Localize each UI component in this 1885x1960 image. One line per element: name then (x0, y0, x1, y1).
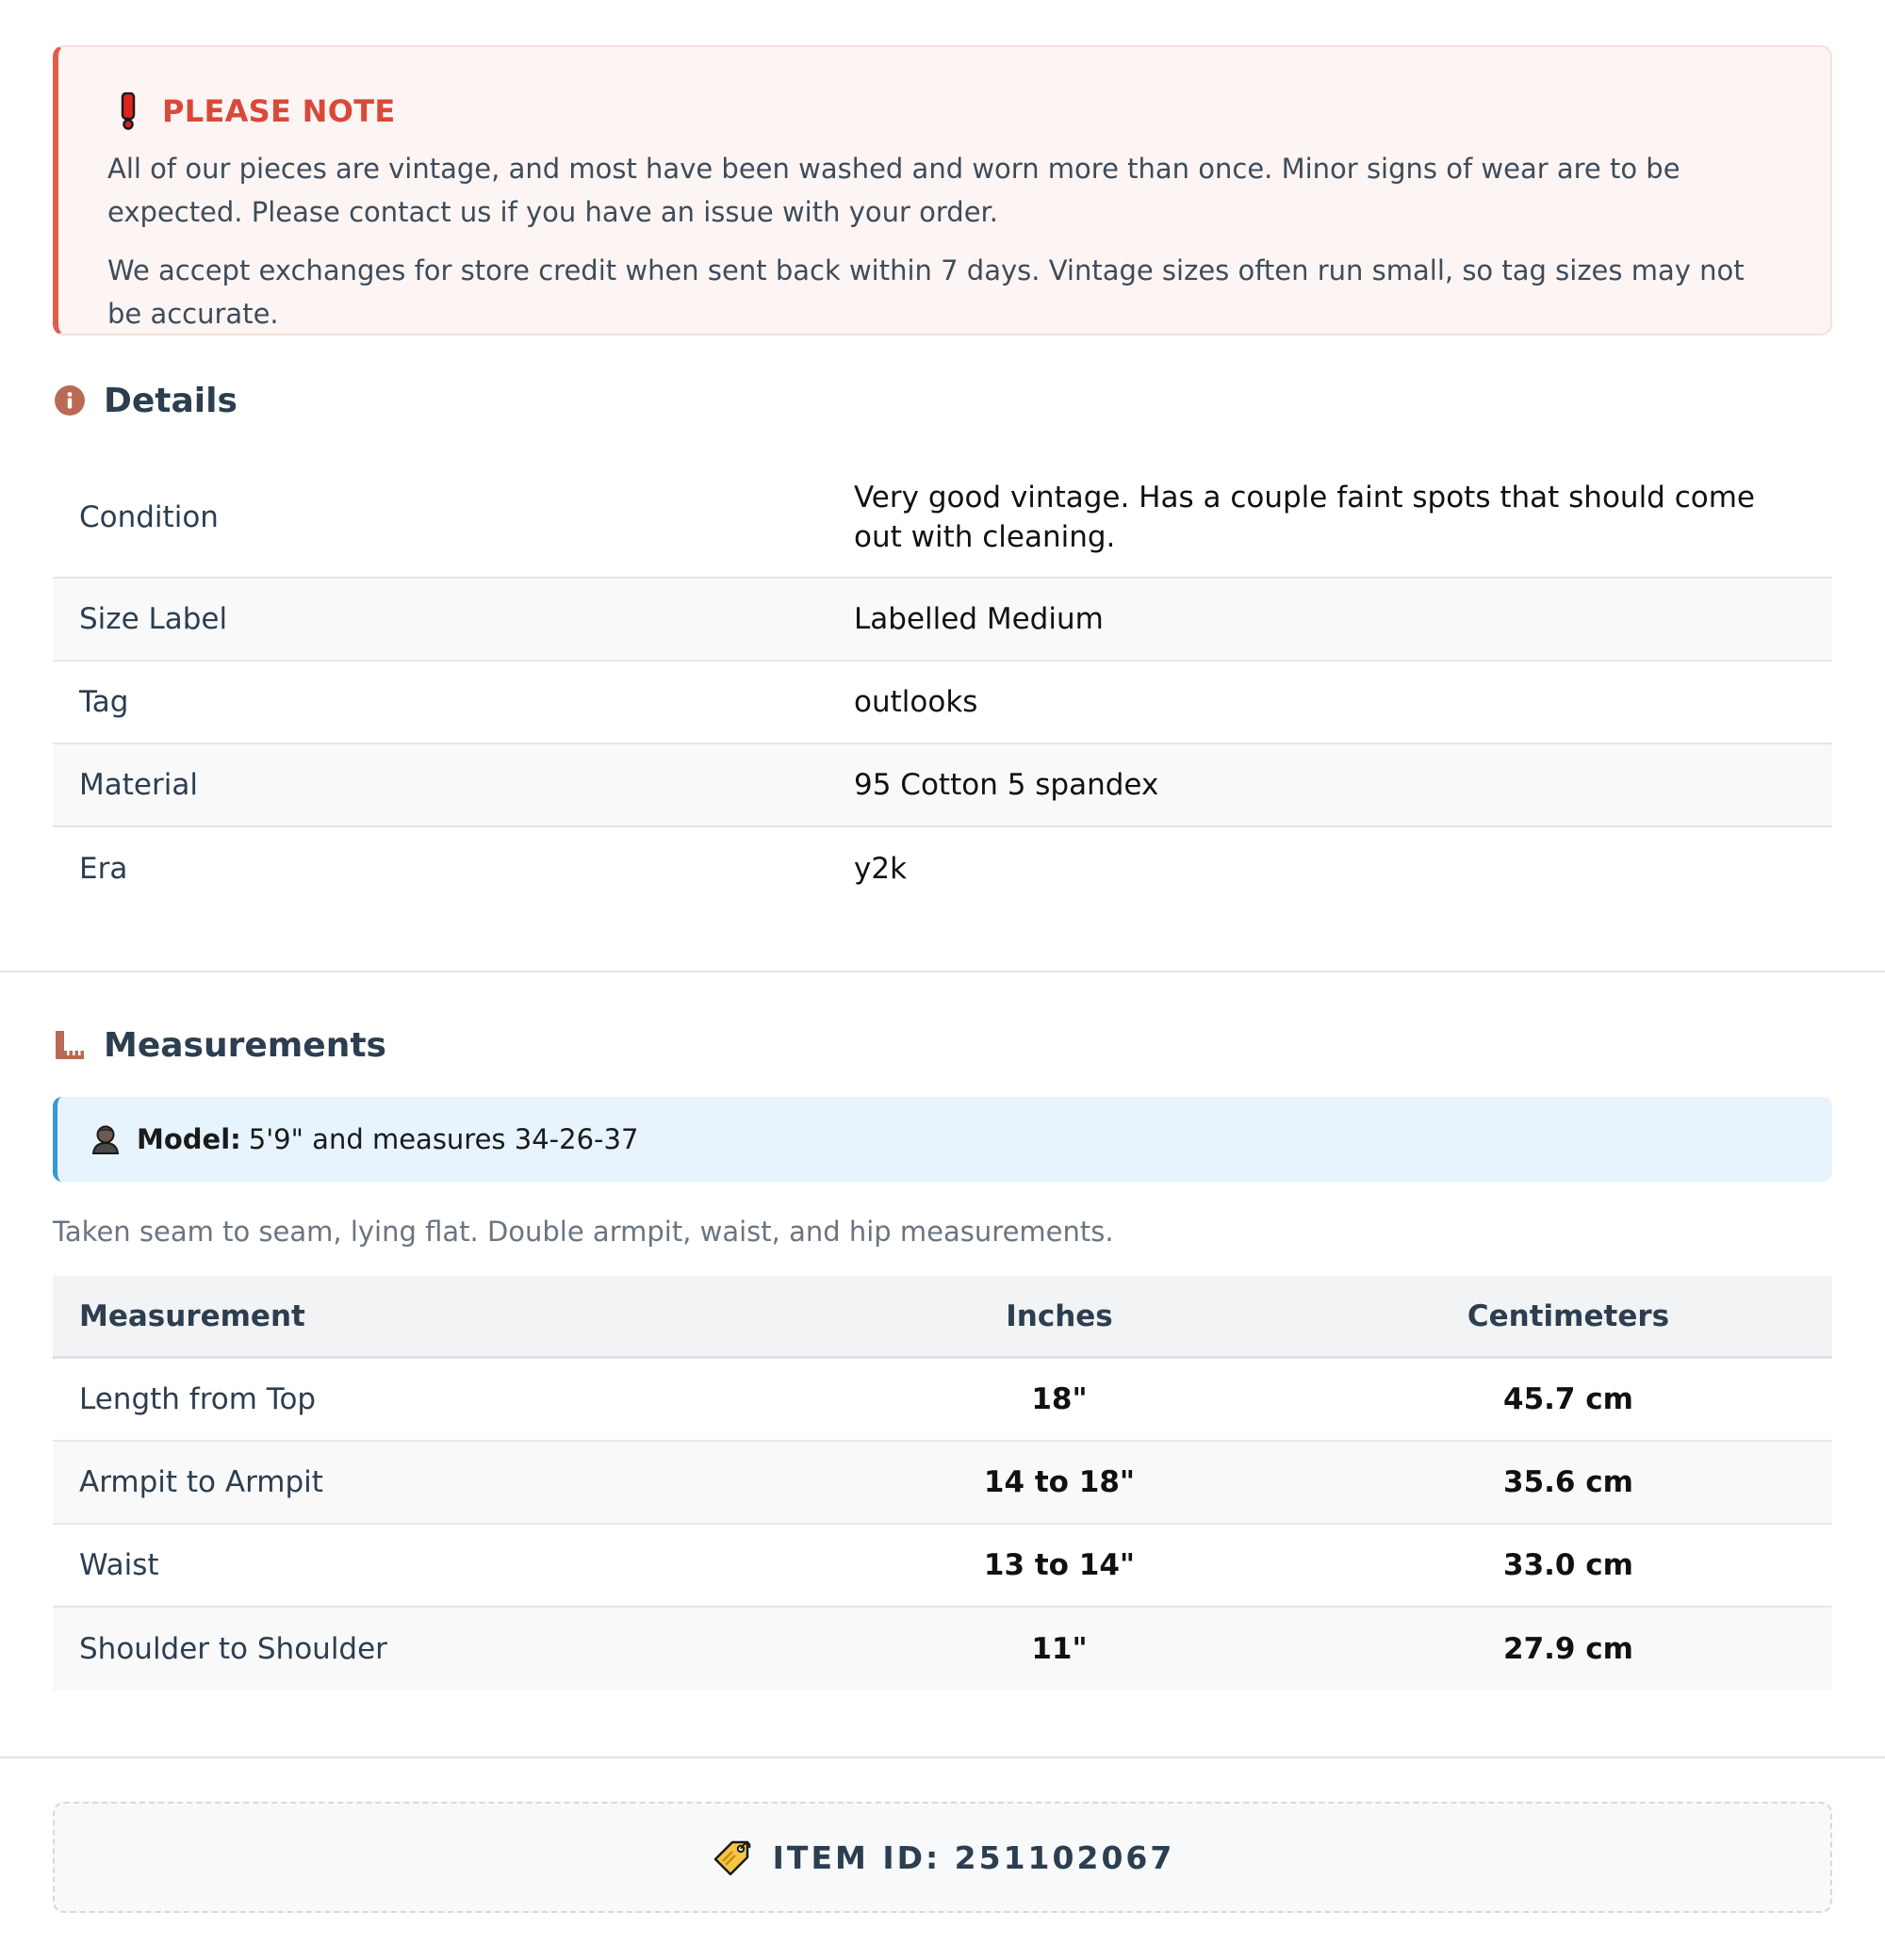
details-row-tag (53, 662, 1832, 744)
column-header-measurement: Measurement (79, 1298, 305, 1333)
notice-paragraph: We accept exchanges for store credit when sent back within 7 days. Vintage sizes often run small, so tag sizes may not be accurate. (107, 254, 1745, 330)
measurement-note: Taken seam to seam, lying flat. Double armpit, waist, and hip measurements. (53, 1216, 1114, 1248)
measurements-table (53, 1276, 1832, 1690)
measurements-title: Measurements (104, 1025, 386, 1065)
measurement-inches: 18" (1031, 1382, 1088, 1416)
price-tag-icon (711, 1836, 754, 1879)
model-info-box (53, 1097, 1832, 1182)
measurement-cm: 33.0 cm (1503, 1548, 1633, 1582)
info-circle-icon (53, 384, 87, 417)
details-table (53, 458, 1832, 910)
measurement-name: Shoulder to Shoulder (79, 1632, 387, 1666)
table-header-row (53, 1276, 1832, 1359)
details-value: y2k (854, 852, 908, 886)
details-value: Labelled Medium (854, 602, 1104, 636)
notice-paragraph: All of our pieces are vintage, and most have been washed and worn more than once. Minor signs of wear are to be expected. Please contact us if you have an issue with your order. (107, 153, 1680, 228)
notice-title: PLEASE NOTE (162, 93, 396, 129)
model-label: Model: (137, 1123, 241, 1155)
details-heading (53, 377, 1832, 424)
details-row-condition (53, 458, 1832, 579)
measurement-inches: 11" (1031, 1632, 1088, 1666)
details-row-size-label (53, 579, 1832, 662)
measurement-cm: 35.6 cm (1503, 1465, 1633, 1499)
column-header-centimeters: Centimeters (1467, 1298, 1670, 1333)
please-note-notice (53, 45, 1832, 335)
model-text: 5'9" and measures 34-26-37 (248, 1123, 639, 1155)
details-title: Details (104, 381, 238, 420)
measurement-cm: 27.9 cm (1503, 1632, 1633, 1666)
details-row-era (53, 827, 1832, 910)
notice-header (107, 90, 1781, 132)
details-value: 95 Cotton 5 spandex (854, 768, 1159, 802)
details-key: Condition (79, 500, 219, 534)
details-value: Very good vintage. Has a couple faint spots that should come out with cleaning. (854, 481, 1755, 554)
measurement-inches: 14 to 18" (983, 1465, 1136, 1499)
item-id-label: ITEM ID: 251102067 (772, 1838, 1175, 1876)
measurement-name: Waist (79, 1548, 159, 1582)
table-row (53, 1359, 1832, 1442)
details-row-material (53, 744, 1832, 827)
section-divider (0, 971, 1885, 972)
table-row (53, 1608, 1832, 1690)
measurement-name: Length from Top (79, 1382, 317, 1416)
details-key: Era (79, 852, 128, 886)
column-header-inches: Inches (1006, 1298, 1113, 1333)
measurement-inches: 13 to 14" (983, 1548, 1136, 1582)
person-icon (88, 1121, 123, 1157)
measurement-name: Armpit to Armpit (79, 1465, 323, 1499)
ruler-icon (53, 1028, 87, 1062)
details-key: Tag (79, 685, 129, 719)
details-value: outlooks (854, 685, 978, 719)
details-key: Size Label (79, 602, 228, 636)
measurements-heading (53, 1021, 1832, 1069)
exclamation-icon (107, 90, 149, 132)
table-row (53, 1525, 1832, 1608)
section-divider (0, 1756, 1885, 1758)
item-id-box (53, 1802, 1832, 1913)
table-row (53, 1442, 1832, 1525)
details-key: Material (79, 768, 198, 802)
measurement-cm: 45.7 cm (1503, 1382, 1633, 1416)
